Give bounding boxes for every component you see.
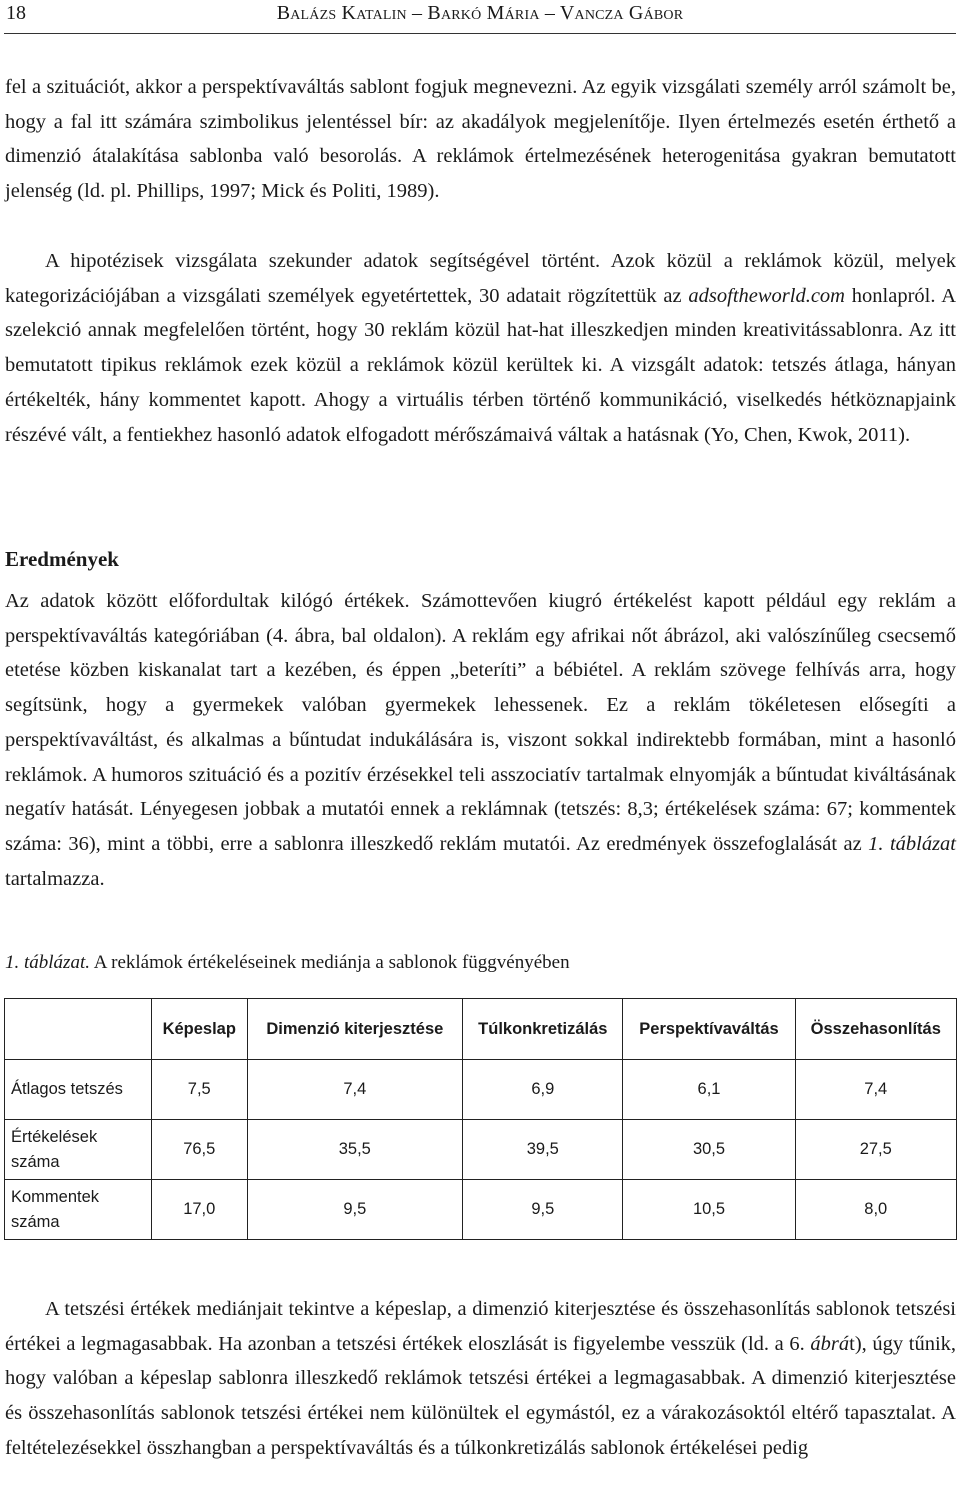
p2-sentence-1: A hipotézisek vizsgálata szekunder adatok segítségével történt.: [45, 250, 601, 272]
p2-sentence-2b: honlapról.: [851, 284, 936, 307]
results-table: [4, 998, 957, 1240]
p3-sentence-2: Számottevően kiugró értékelést kapott például egy reklám a perspektívaváltás kategóriában (4. ábra, bal oldalon). A reklám egy afrikai nőt ábrázol, aki valószínűleg csecsemő etetése közben kiskanalat tart a kezében, és éppen „beteríti” a bébiétel. A reklám szövege felhívás arra, hogy segítsünk, hogy a gyermekek valóban gyermekek lehessenek. Ez a reklám tökéletesen elősegíti a perspektívaváltást, és alkalmas a bűntudat indukálására is, viszont sokkal indirektebb formában, mint a hasonló reklámok. A humoros szituáció és a pozitív érzésekkel teli asszociatív tartalmak elnyomják a bűntudat kiváltásának negatív hatását. Lényegesen jobbak a mutatói ennek a reklámnak (tetszés: 8,3; értékelések száma: 67; kommentek száma: 36), mint a többi, erre a sablonra illeszkedő reklám mutatói. Az eredmények összefoglalását az: [5, 590, 956, 855]
paragraph-1: [5, 70, 956, 209]
p4-text-b: t), úgy tűnik, hogy valóban a képeslap sablonra illeszkedő reklámok tetszési értékei a legmagasabbak. A dimenzió kiterjesztése és összehasonlítás sablonok tetszési értékei nem különültek el egymástól, ez a várakozásoktól eltérő tapasztalat. A feltételezésekkel összhangban a perspektívaváltás és a túlkonkretizálás sablonok értékelései pedig: [5, 1332, 957, 1459]
paragraph-3: [5, 584, 956, 896]
running-head: Balázs Katalin – Barkó Mária – Vancza Gábor: [276, 2, 684, 24]
section-heading: Eredmények: [5, 547, 119, 571]
table-row: [5, 1060, 957, 1120]
table-cell: 7,4: [795, 1060, 956, 1120]
table-row: [5, 1120, 957, 1180]
col-header-osszehasonlitas: Összehasonlítás: [795, 999, 956, 1060]
table-cell: 6,9: [463, 1060, 623, 1120]
p1-sentence-2: A reklámok értelmezésének heterogenitása gyakran bemutatott jelenség (ld. pl. Phillips, 1997; Mick és Politi, 1989).: [5, 145, 956, 203]
table-cell: 35,5: [247, 1120, 463, 1180]
table-cell: 9,5: [247, 1180, 463, 1240]
header-rule: [4, 33, 956, 34]
table-reference: 1. táblázat: [868, 832, 957, 855]
table-cell: 10,5: [623, 1180, 795, 1240]
table-cell: 27,5: [795, 1120, 956, 1180]
table-corner-cell: [5, 999, 152, 1060]
website-name: adsoftheworld.com: [688, 284, 845, 307]
table-row: [5, 1180, 957, 1240]
p4-figure-word: ábrá: [810, 1332, 850, 1355]
p2-sentence-3: A szelekció annak megfelelően történt, hogy 30 reklám közül hat-hat illeszkedjen minden kreativitássablonra. Az itt bemutatott tipikus reklámok ezek közül a reklámok közül kerültek ki. A vizsgált adatok: tetszés átlaga, hányan értékelték, hány kommentet kapott.: [5, 284, 956, 411]
col-header-tulkonkretizalas: Túlkonkretizálás: [463, 999, 623, 1060]
row-label-kommentek: Kommentek száma: [5, 1180, 152, 1240]
p3-sentence-1: Az adatok között előfordultak kilógó értékek.: [5, 590, 410, 612]
table-cell: 8,0: [795, 1180, 956, 1240]
p4-figure-num: 6.: [789, 1332, 805, 1355]
table-cell: 76,5: [152, 1120, 248, 1180]
paragraph-4: [5, 1292, 956, 1466]
col-header-dimenzio: Dimenzió kiterjesztése: [247, 999, 463, 1060]
row-label-tetszes: Átlagos tetszés: [5, 1060, 152, 1120]
p1-sentence-1: fel a szituációt, akkor a perspektívaváltás sablont fogjuk megnevezni. Az egyik vizsgálati személy arról számolt be, hogy a fal itt számára szimbolikus jelentéssel bír: az akadályok megjelenítője. Ilyen értelmezés esetén érthető a dimenzió átalakítása sablonba való besorolás.: [5, 76, 956, 168]
table-caption-text: A reklámok értékeléseinek mediánja a sablonok függvényében: [93, 952, 570, 973]
col-header-kepeslap: Képeslap: [152, 999, 248, 1060]
p4-text-a: A tetszési értékek mediánjait tekintve a képeslap, a dimenzió kiterjesztése és összehasonlítás sablonok tetszési értékei a legmagasabbak. Ha azonban a tetszési értékek eloszlását is figyelembe vesszük (ld. a: [5, 1298, 956, 1355]
table-cell: 17,0: [152, 1180, 248, 1240]
table-header-row: [5, 999, 957, 1060]
table-caption: [5, 952, 570, 974]
table-cell: 6,1: [623, 1060, 795, 1120]
page-number: 18: [6, 2, 26, 24]
row-label-ertekelesek: Értékelések száma: [5, 1120, 152, 1180]
p2-sentence-4: Ahogy a virtuális térben történő kommunikáció, viselkedés hétköznapjaink részévé vált, a fentiekhez hasonló adatok elfogadott mérőszámaivá váltak a hatásnak (Yo, Chen, Kwok, 2011).: [5, 388, 956, 446]
col-header-perspektivavaltas: Perspektívaváltás: [623, 999, 795, 1060]
paragraph-2: [5, 244, 956, 452]
table-cell: 30,5: [623, 1120, 795, 1180]
page-header: [0, 0, 960, 38]
p2-sentence-2a: Azok közül a reklámok közül, melyek kategorizációjában a vizsgálati személyek egyetértettek, 30 adatait rögzítettük az: [5, 250, 956, 307]
p3-sentence-3: tartalmazza.: [5, 867, 105, 890]
table-cell: 7,4: [247, 1060, 463, 1120]
table-cell: 9,5: [463, 1180, 623, 1240]
table-cell: 39,5: [463, 1120, 623, 1180]
table-cell: 7,5: [152, 1060, 248, 1120]
table-caption-label: 1. táblázat.: [5, 952, 90, 973]
